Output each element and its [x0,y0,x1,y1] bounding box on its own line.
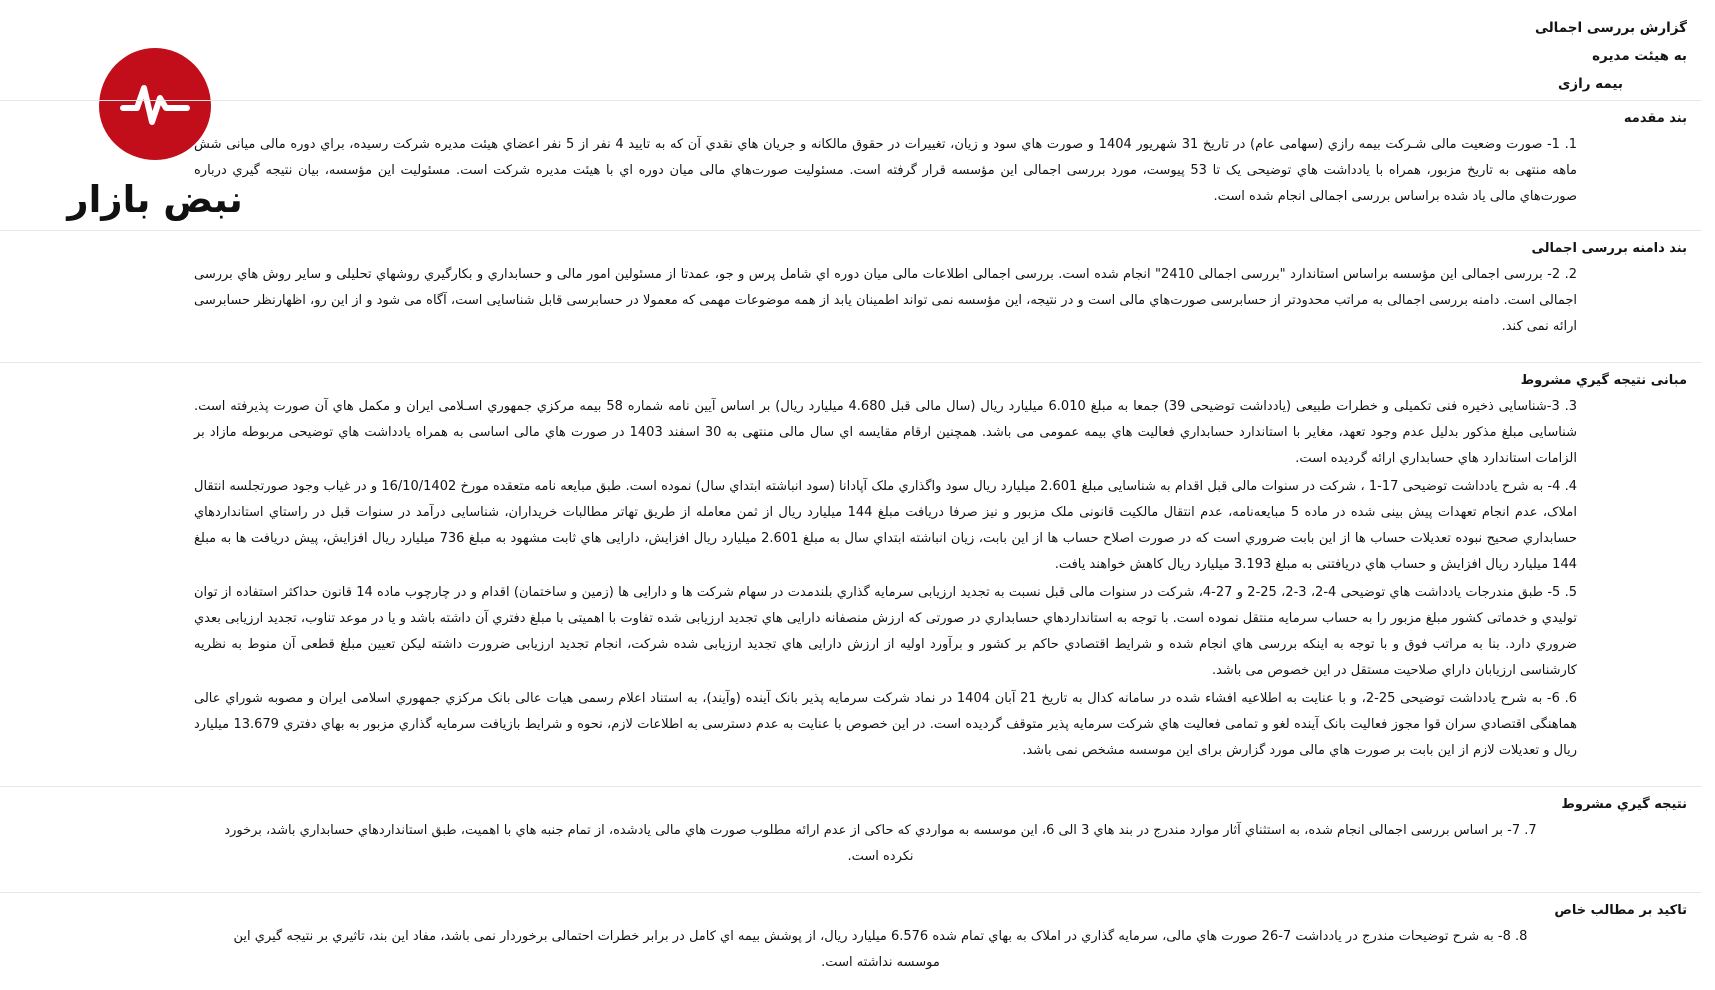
section-intro [0,100,1701,224]
paragraph-6: 6. 6- به شرح یادداشت توضیحی 25-2، و با عنایت به اطلاعیه افشاء شده در سامانه کدال به تاریخ 21 آبان 1404 در نماد شرکت سرمایه پذیر بانک آینده (وآیند)، به استناد اعلام رسمی هیات عالی بانک مرکزي جمهوري اسلامی ایران و مصوبه شوراي عالی هماهنگی اقتصادي سران قوا مجوز فعالیت بانک آینده لغو و تمامی فعالیت هاي شرکت سرمایه پذیر متوقف گردیده است. در این خصوص با عنایت به عدم دسترسی به اطلاعات لازم، نحوه و شرایط بازیافت سرمایه گذاري مزبور به بهاي دفتري 13.679 میلیارد ریال و تعدیلات لازم از این بابت بر صورت هاي مالی مورد گزارش برای این موسسه مشخص نمی باشد. [194,691,1577,758]
section-title-conclusion: نتیجه گیري مشروط [1561,797,1687,812]
section-qualified-conclusion [0,786,1701,884]
paragraph-5: 5. 5- طبق مندرجات یادداشت هاي توضیحی 4-2، 3-2، 25-2 و 27-4، شرکت در سنوات مالی قبل نسبت به تجدید ارزیابی سرمایه گذاري بلندمدت در سهام شرکت ها و دارایی ها (زمین و ساختمان) اقدام و در چارچوب ماده 14 قانون حداکثر استفاده از توان تولیدي و خدماتی کشور مبلغ مزبور را به حساب سرمایه منتقل نموده است. با توجه به استانداردهاي حسابداري در صورتی که ارزش منصفانه دارایی هاي تجدید ارزیابی شده تفاوت با اهمیتی با مبلغ دفتري آن داشته باشد و یا در موعد تناوب، تجدید ارزیابی بعدي ضروري دارد. بنا به مراتب فوق و با توجه به اینکه بررسی هاي انجام شده و شرایط اقتصادي حاکم بر کشور و برآورد اولیه از ارزش دارایی هاي تجدید ارزیابی شده شرکت، انجام تجدید ارزیابی ضرورت داشته لیکن تعیین مبلغ قطعی آن منوط به نظریه کارشناسی ارزیابان داراي صلاحیت مستقل در این خصوص می باشد. [194,585,1577,678]
section-title-scope: بند دامنه بررسی اجمالی [1531,241,1687,256]
logo-text: نبض بازار [67,178,243,221]
paragraph-4: 4. 4- به شرح یادداشت توضیحی 17-1 ، شرکت در سنوات مالی قبل اقدام به شناسایی مبلغ 2.601 میلیارد ریال سود واگذاري ملک آپادانا (سود انباشته ابتداي سال) نموده است. طبق مبایعه نامه متعقده مورخ 16/10/1402 و در غیاب وجود صورتجلسه انتقال املاک، عدم انجام تعهدات پیش بینی شده در ماده 5 مبایعه‌نامه، عدم انتقال مالکیت قانونی ملک مزبور و نیز صرفا دریافت مبلغ 144 میلیارد ریال از ثمن معامله از طریق تهاتر مطالبات خریداران، شناسایی درآمد در سنوات قبل در راستاي استانداردهاي حسابداري صحیح نبوده تعدیلات حساب ها از این بابت ضروري است که در صورت اصلاح حساب ها از این بابت، زیان انباشته ابتداي سال به مبلغ 2.601 میلیارد ریال افزایش، دارایی هاي ثابت مشهود به مبلغ 736 میلیارد ریال افزایش، پیش دریافت ها به مبلغ 144 میلیارد ریال افزایش و حساب هاي دریافتنی به مبلغ 3.193 میلیارد ریال کاهش خواهند یافت. [194,479,1577,572]
section-emphasis-of-matter [0,892,1701,990]
paragraph-7: 7. 7- بر اساس بررسی اجمالی انجام شده، به استثناي آثار موارد مندرج در بند هاي 3 الی 6، این موسسه به مواردي که حاکی از عدم ارائه مطلوب صورت هاي مالی یادشده، از تمام جنبه هاي با اهمیت، طبق استانداردهاي حسابداري باشد، برخورد نکرده است. [224,823,1537,864]
paragraph-2: 2. 2- بررسی اجمالی این مؤسسه براساس استاندارد "بررسی اجمالی 2410" انجام شده است. بررسی اجمالی اطلاعات مالی میان دوره اي شامل پرس و جو، عمدتا از مسئولین امور مالی و حسابداري و بکارگیري روشهاي تحلیلی و سایر روش هاي بررسی اجمالی است. دامنه بررسی اجمالی به مراتب محدودتر از حسابرسی صورت‌هاي مالی است و در نتیجه، این مؤسسه نمی تواند اطمینان یابد از همه موضوعات مهمی که معمولا در حسابرسی قابل شناسایی است، آگاه می شود و از این رو، اظهارنظر حسابرسی ارائه نمی کند. [194,267,1577,334]
paragraph-3: 3. 3-شناسایی ذخیره فنی تکمیلی و خطرات طبیعی (یادداشت توضیحی 39) جمعا به مبلغ 6.010 میلیارد ریال (سال مالی قبل 4.680 میلیارد ریال) بر اساس آیین نامه شماره 58 بیمه مرکزي جمهوري اسـلامی ایران و مکمل هاي آن صورت پذیرفته است. شناسایی مبلغ مذکور بدلیل عدم وجود تعهد، مغایر با استاندارد حسابداري فعالیت هاي بیمه عمومی می باشد. همچنین ارقام مقایسه اي سال مالی منتهی به 30 اسفند 1403 در صورت هاي مالی اساسی به همراه یادداشت هاي توضیحی مربوطه مازاد بر الزامات استاندارد هاي حسابداري ارائه گردیده است. [194,399,1578,466]
report-header [0,14,1687,98]
section-title-basis: مبانی نتیجه گیري مشروط [1520,373,1687,388]
section-title-intro: بند مقدمه [1623,111,1687,126]
addressee: به هیئت مدیره [1592,48,1687,64]
section-scope [0,230,1701,354]
page-title: گزارش بررسی اجمالی [1534,20,1687,36]
section-title-emphasis: تاکید بر مطالب خاص [1554,903,1687,918]
section-basis-for-qualified-conclusion [0,362,1701,778]
paragraph-8: 8. 8- به شرح توضیحات مندرج در یادداشت 7-26 صورت هاي مالی، سرمایه گذاري در املاک به بهاي تمام شده 6.576 میلیارد ریال، از پوشش بیمه اي کامل در برابر خطرات احتمالی برخوردار نمی باشد، مفاد این بند، تاثیري بر نتیجه گیري این موسسه نداشته است. [233,929,1528,970]
paragraph-1: 1. 1- صورت وضعیت مالی شـرکت بیمه رازي (سهامی عام) در تاریخ 31 شهریور 1404 و صورت هاي سود و زیان، تغییرات در حقوق مالکانه و جریان هاي نقدي آن که به تایید 4 نفر از 5 نفر اعضاي هیئت مدیره شرکت رسیده، براي دوره مالی میانی شش ماهه منتهی به تاریخ مزبور، همراه با یادداشت هاي توضیحی یک تا 53 پیوست، مورد بررسی اجمالی این مؤسسه قرار گرفته است. مسئولیت صورت‌هاي مالی میان دوره اي با هیئت مدیره شرکت است. مسئولیت این مؤسسه، بیان نتیجه گیري درباره صورت‌هاي مالی یاد شده براساس بررسی اجمالی انجام شده است. [194,137,1577,204]
company-name: بیمه رازی [1557,76,1623,92]
